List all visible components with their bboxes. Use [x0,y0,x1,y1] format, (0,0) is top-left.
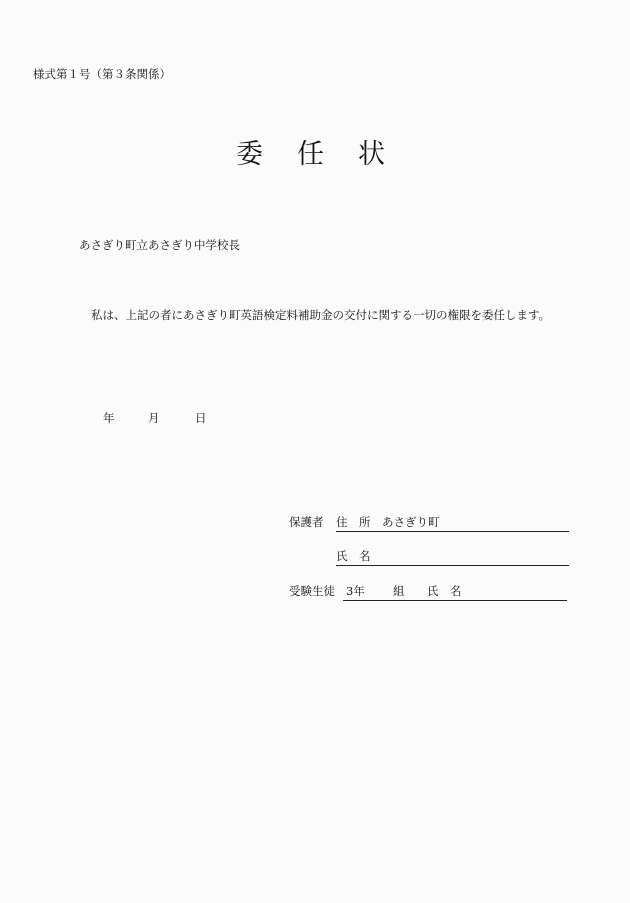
addressee: あさぎり町立あさぎり中学校長 [79,238,240,252]
student-name-label: 氏 名 [427,584,462,598]
guardian-address-field[interactable] [336,514,569,532]
title-char-2: 任 [297,139,324,170]
student-info-field[interactable] [343,583,567,601]
title-char-3: 状 [358,139,385,170]
date-day-label: 日 [195,411,207,425]
student-class-label: 組 [393,584,405,598]
title-char-1: 委 [236,139,263,170]
date-month-label: 月 [148,411,160,425]
delegation-statement: 私は、上記の者にあさぎり町英語検定料補助金の交付に関する一切の権限を委任します。 [91,308,551,322]
guardian-name-field[interactable] [336,548,569,566]
guardian-name-label: 氏 名 [336,549,371,563]
address-label: 住 所 [336,515,371,529]
date-year-label: 年 [103,411,115,425]
address-value: あさぎり町 [382,515,440,529]
guardian-label: 保護者 [289,515,324,529]
student-label: 受験生徒 [289,584,335,598]
student-grade: 3年 [346,584,365,598]
form-number: 様式第１号（第３条関係） [33,67,171,81]
document-title [236,132,385,171]
